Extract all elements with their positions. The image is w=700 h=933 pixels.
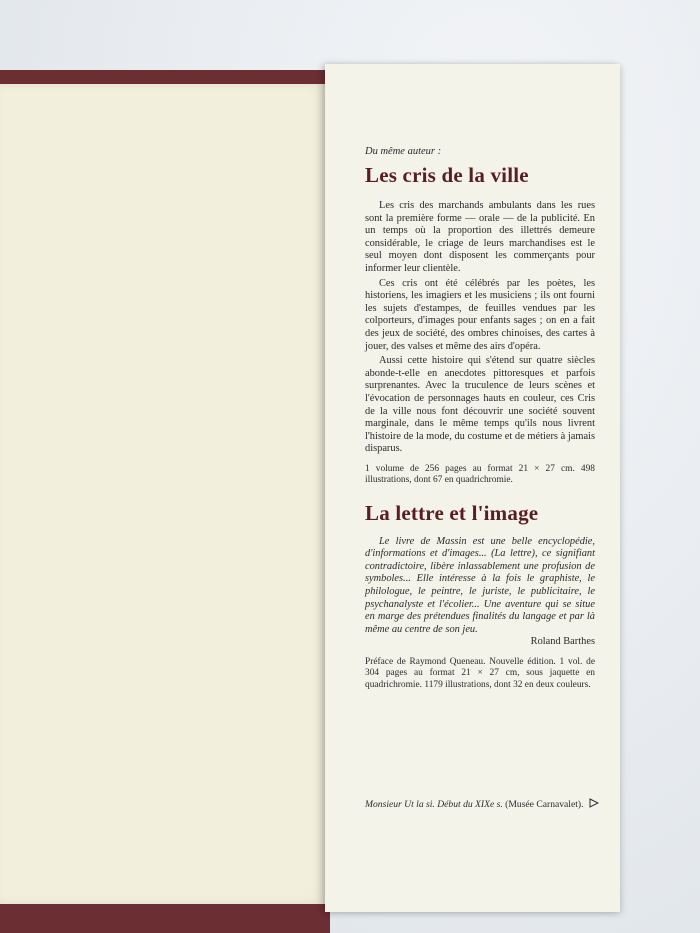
image-caption <box>365 798 605 811</box>
jacket-flap <box>325 64 620 912</box>
book2-meta: Préface de Raymond Queneau. Nouvelle édition. 1 vol. de 304 pages au format 21 × 27 cm, sous jaquette en quadrichromie. 1179 illustrations, dont 32 en deux couleurs. <box>365 657 595 690</box>
book1-paragraph: Les cris des marchands ambulants dans les rues sont la première forme — orale — de la publicité. En un temps où la proportion des illettrés demeure considérable, le criage de leurs marchandises est le seul moyen dont disposent les commerçants pour informer leur clientèle. <box>365 200 595 274</box>
book2-signature: Roland Barthes <box>530 636 595 648</box>
book2-quote: Le livre de Massin est une belle encyclopédie, d'informations et d'images... (La lettre), ce signifiant contradictoire, libère inlassablement une profusion de symboles... Elle intéresse à la fois le graphiste, le philologue, le peintre, le juriste, le publicitaire, le psychanalyste et l'écolier... Une aventure qui se situe en marge des prétendues finalités du langage et par là même au centre de son jeu. <box>365 535 595 635</box>
book2-title: La lettre et l'image <box>365 500 539 525</box>
book-endpaper <box>0 84 325 904</box>
book1-meta: 1 volume de 256 pages au format 21 × 27 cm. 498 illustrations, dont 67 en quadrichromie. <box>365 463 595 486</box>
kicker: Du même auteur : <box>365 146 442 157</box>
book1-paragraph: Aussi cette histoire qui s'étend sur quatre siècles abonde-t-elle en anecdotes pittoresques et parfois surprenantes. Avec la truculence de leurs scènes et l'évocation de personnages hauts en couleur, ces Cris de la ville nous font découvrir une société souvent marginale, dans le même temps qu'ils nous livrent l'histoire de la mode, du costume et de métiers à jamais disparus. <box>365 355 595 455</box>
caption-roman: (Musée Carnavalet). <box>505 799 584 810</box>
caption-italic: Monsieur Ut la si. Début du XIXe s. <box>365 799 503 810</box>
book1-title: Les cris de la ville <box>365 163 529 187</box>
book1-paragraph: Ces cris ont été célébrés par les poètes, les historiens, les imagiers et les musiciens ; ils ont fourni les sujets d'estampes, de feuilles vendues par les colporteurs, d'images pour enfants sages ; on en a fait des jeux de société, des ombres chinoises, des cartes à jouer, des valses et même des airs d'opéra. <box>365 277 595 352</box>
right-triangle-icon <box>586 799 599 810</box>
flap-text <box>365 146 595 691</box>
